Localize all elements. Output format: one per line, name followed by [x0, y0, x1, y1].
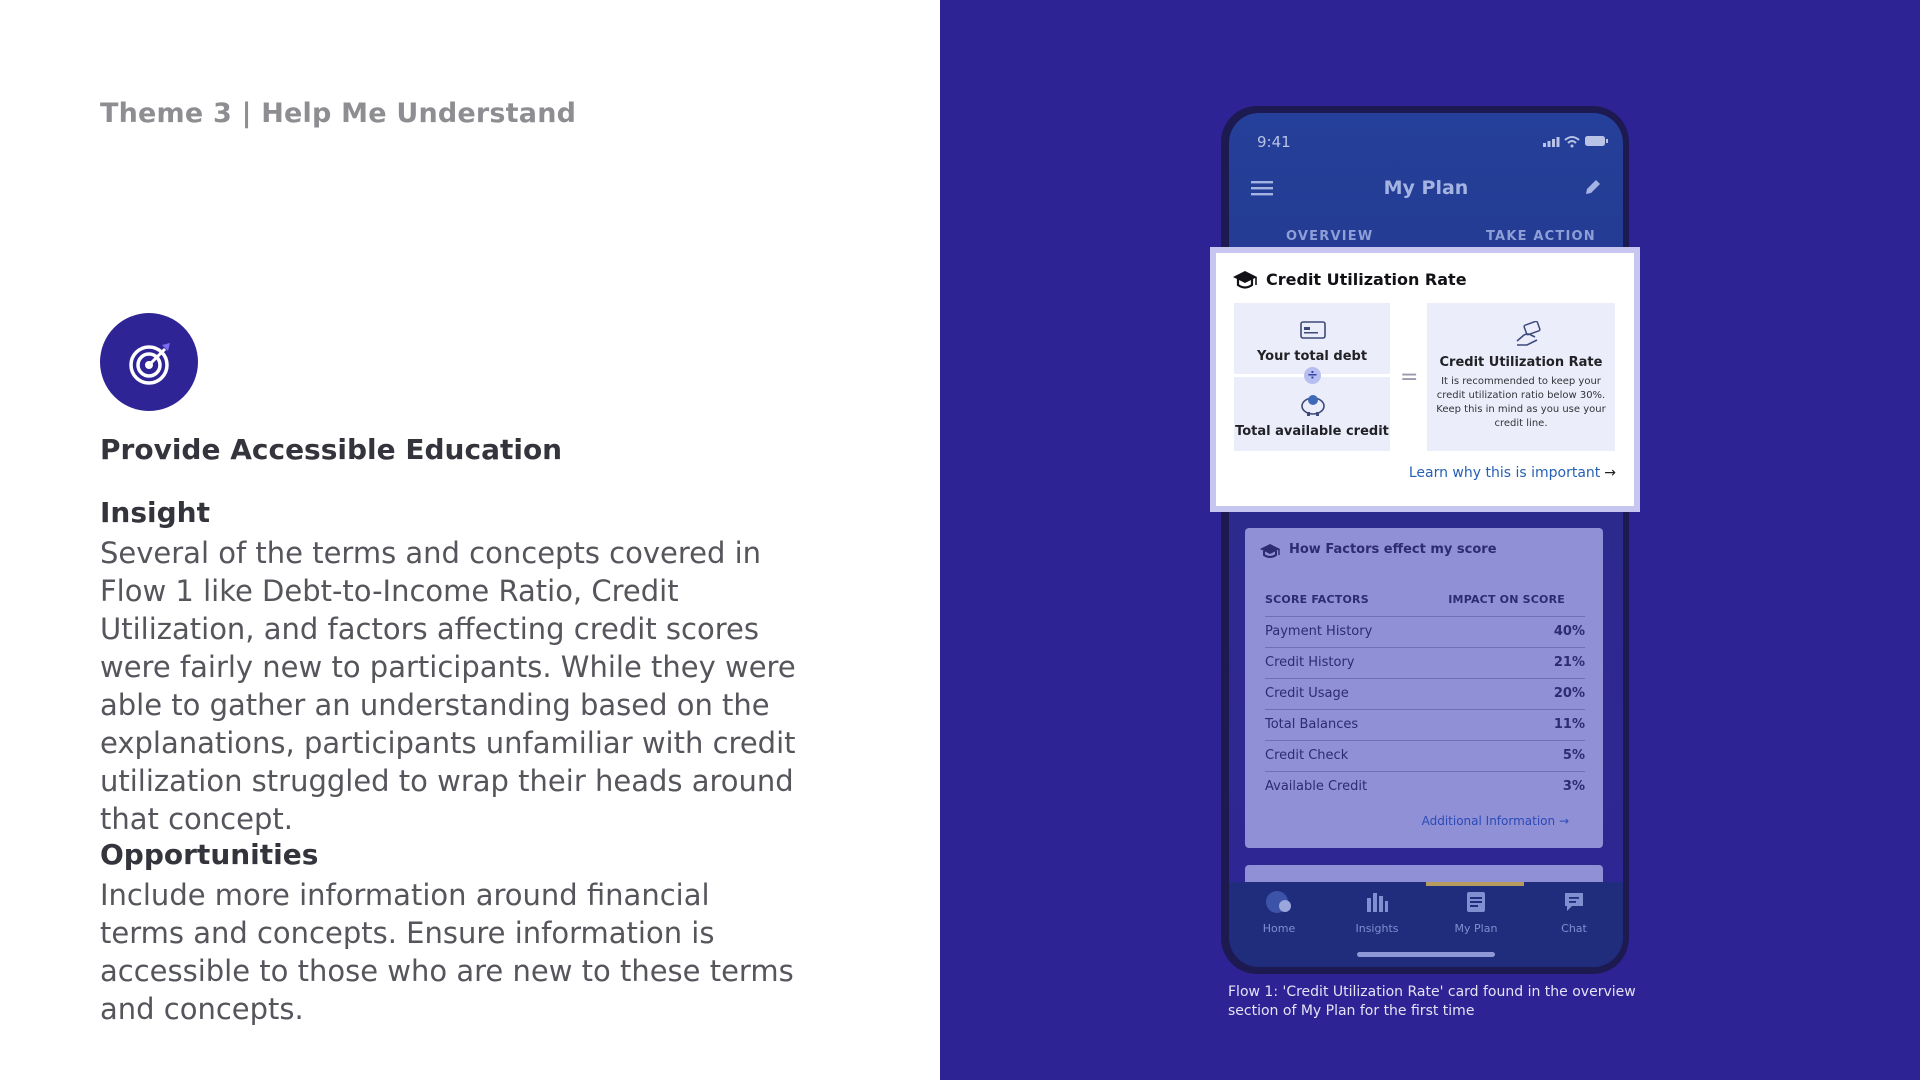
- factor-name: Available Credit: [1265, 779, 1368, 794]
- home-indicator[interactable]: [1357, 952, 1495, 957]
- tabbar-label: Chat: [1561, 922, 1587, 935]
- clipboard-icon: [1464, 890, 1488, 914]
- factor-name: Credit History: [1265, 655, 1355, 670]
- tabbar-label: Home: [1262, 922, 1296, 935]
- screen-title: My Plan: [1383, 177, 1469, 199]
- arrow-right-icon: →: [1604, 465, 1616, 481]
- graduation-cap-icon: [1232, 269, 1258, 295]
- table-row: [1265, 678, 1585, 709]
- tabbar-label: My Plan: [1454, 922, 1498, 935]
- tab-overview[interactable]: OVERVIEW: [1286, 229, 1374, 244]
- table-row: [1265, 740, 1585, 771]
- factor-name: Total Balances: [1265, 717, 1359, 732]
- tabbar-home[interactable]: [1239, 890, 1319, 935]
- factor-name: Credit Check: [1265, 748, 1349, 763]
- section-heading: Provide Accessible Education: [100, 433, 563, 466]
- column-header-factors: SCORE FACTORS: [1265, 593, 1369, 606]
- factor-impact: 5%: [1562, 748, 1585, 763]
- result-title: Credit Utilization Rate: [1439, 355, 1603, 370]
- figure-caption: Flow 1: 'Credit Utilization Rate' card found in the overview section of My Plan for the first time: [1228, 984, 1636, 1019]
- factor-impact: 21%: [1553, 655, 1585, 670]
- factor-impact: 11%: [1553, 717, 1585, 732]
- factor-impact: 20%: [1553, 686, 1585, 701]
- factors-title: How Factors effect my score: [1289, 542, 1497, 557]
- status-time: 9:41: [1257, 133, 1291, 151]
- opportunities-title: Opportunities: [100, 838, 319, 871]
- table-row: [1265, 771, 1585, 802]
- tabbar-label: Insights: [1355, 922, 1399, 935]
- opportunities-text: Include more information around financial terms and concepts. Ensure information is accessible to those who are new to these terms and concepts.: [100, 878, 794, 1026]
- target-icon: [100, 313, 198, 411]
- factor-name: Payment History: [1265, 624, 1373, 639]
- column-header-impact: IMPACT ON SCORE: [1448, 593, 1565, 606]
- graduation-cap-icon: [1259, 542, 1281, 564]
- total-debt-label: Your total debt: [1256, 349, 1368, 364]
- slide-left-panel: [0, 0, 940, 1080]
- tabbar-insights[interactable]: [1337, 890, 1417, 935]
- factor-name: Credit Usage: [1265, 686, 1349, 701]
- learn-more-link[interactable]: [1409, 465, 1616, 481]
- tabbar-chat[interactable]: [1534, 890, 1614, 935]
- pencil-edit-icon[interactable]: [1583, 177, 1603, 201]
- status-icons: [1543, 133, 1609, 152]
- hand-card-icon: [1515, 321, 1543, 351]
- piggy-bank-icon: [1298, 391, 1328, 421]
- credit-utilization-card: [1216, 253, 1634, 506]
- factor-impact: 40%: [1553, 624, 1585, 639]
- active-tab-indicator: [1426, 882, 1524, 886]
- popup-title: Credit Utilization Rate: [1266, 270, 1467, 289]
- total-available-credit-label: Total available credit: [1235, 424, 1389, 439]
- result-description: It is recommended to keep your credit utilization ratio below 30%. Keep this in mind as you use your credit line.: [1436, 376, 1606, 429]
- chat-bubble-icon: [1562, 890, 1586, 914]
- phone-screen: [1229, 113, 1623, 967]
- score-factors-card: [1245, 528, 1603, 848]
- table-row: [1265, 647, 1585, 678]
- insight-title: Insight: [100, 496, 210, 529]
- equals-sign: =: [1400, 365, 1419, 390]
- table-row: [1265, 709, 1585, 740]
- tabbar-my-plan[interactable]: [1436, 890, 1516, 935]
- divide-icon: ÷: [1304, 367, 1321, 384]
- factor-impact: 3%: [1562, 779, 1585, 794]
- bar-chart-icon: [1365, 890, 1389, 914]
- tab-take-action[interactable]: TAKE ACTION: [1486, 229, 1596, 244]
- theme-label: Theme 3 | Help Me Understand: [100, 98, 577, 129]
- home-icon: [1265, 890, 1293, 914]
- formula-result-box: [1427, 303, 1615, 451]
- learn-more-text: Learn why this is important: [1408, 465, 1601, 481]
- table-row: [1265, 616, 1585, 647]
- additional-information-link[interactable]: Additional Information →: [1421, 814, 1569, 828]
- credit-card-icon: [1299, 319, 1327, 345]
- insight-text: Several of the terms and concepts covered in Flow 1 like Debt-to-Income Ratio, Credit Utilization, and factors affecting credit scores were fairly new to participants. While they were able to gather an understanding based on the explanations, participants unfamiliar with credit utilization struggled to wrap their heads around that concept.: [100, 536, 796, 836]
